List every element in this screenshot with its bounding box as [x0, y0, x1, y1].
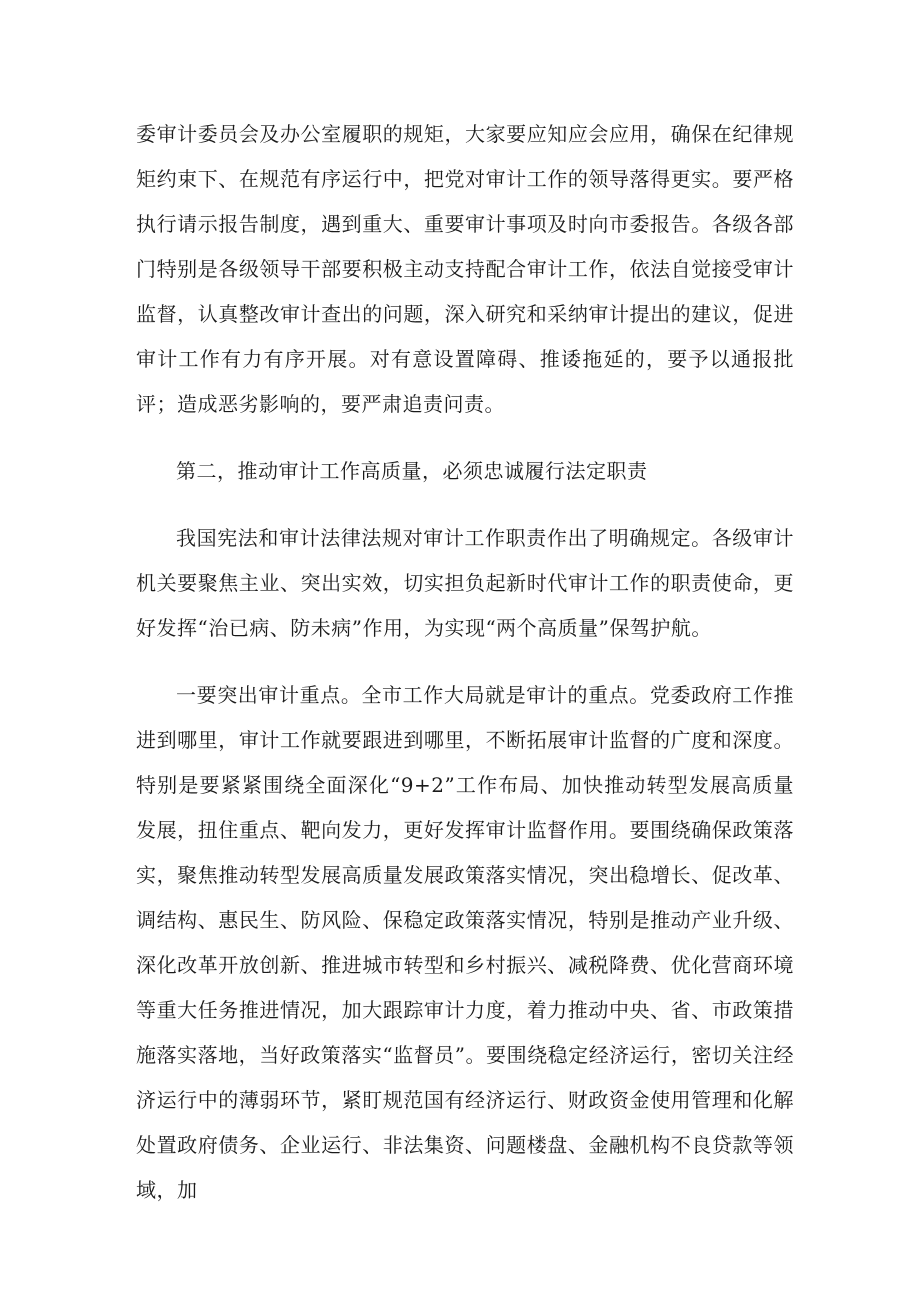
document-body	[136, 112, 794, 1213]
paragraph-audit-focus: 一要突出审计重点。全市工作大局就是审计的重点。党委政府工作推进到哪里，审计工作就要跟进到哪里，不断拓展审计监督的广度和深度。特别是要紧紧围绕全面深化“9+2”工作布局、加快推动转型发展高质量发展，扭住重点、靶向发力，更好发挥审计监督作用。要围绕确保政策落实，聚焦推动转型发展高质量发展政策落实情况，突出稳增长、促改革、调结构、惠民生、防风险、保稳定政策落实情况，特别是推动产业升级、深化改革开放创新、推进城市转型和乡村振兴、减税降费、优化营商环境等重大任务推进情况，加大跟踪审计力度，着力推动中央、省、市政策措施落实落地，当好政策落实“监督员”。要围绕稳定经济运行，密切关注经济运行中的薄弱环节，紧盯规范国有经济运行、财政资金使用管理和化解处置政府债务、企业运行、非法集资、问题楼盘、金融机构不良贷款等领域，加	[136, 683, 794, 1202]
section-heading: 第二，推动审计工作高质量，必须忠诚履行法定职责	[176, 459, 648, 483]
paragraph-intro: 我国宪法和审计法律法规对审计工作职责作出了明确规定。各级审计机关要聚焦主业、突出实效，切实担负起新时代审计工作的职责使命，更好发挥“治已病、防未病”作用，为实现“两个高质量”保驾护航。	[136, 526, 794, 640]
paragraph-continuation: 委审计委员会及办公室履职的规矩，大家要应知应会应用，确保在纪律规矩约束下、在规范有序运行中，把党对审计工作的领导落得更实。要严格执行请示报告制度，遇到重大、重要审计事项及时向市委报告。各级各部门特别是各级领导干部要积极主动支持配合审计工作，依法自觉接受审计监督，认真整改审计查出的问题，深入研究和采纳审计提出的建议，促进审计工作有力有序开展。对有意设置障碍、推诿拖延的，要予以通报批评；造成恶劣影响的，要严肃追责问责。	[136, 122, 794, 416]
